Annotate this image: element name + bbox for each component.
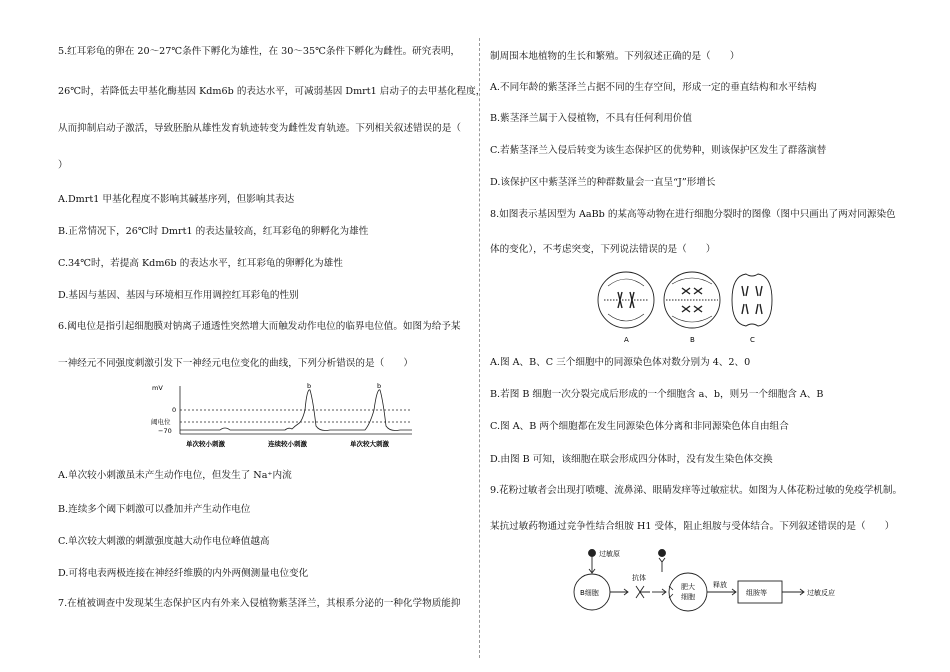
threshold-label: 阈电位	[151, 418, 171, 426]
axis-unit: mV	[152, 384, 163, 392]
mast-label-1: 肥大	[681, 583, 695, 591]
allergen-label: 过敏原	[599, 550, 620, 558]
peak-label-2: b	[377, 382, 382, 390]
q6-stem-line-1: 6.阈电位是指引起细胞膜对钠离子通透性突然增大而触发动作电位的临界电位值。如图为给予某	[58, 321, 461, 332]
cell-b	[664, 272, 720, 328]
q8-option-a: A.图 A、B、C 三个细胞中的同源染色体对数分别为 4、2、0	[490, 357, 751, 368]
allergen-icon-2	[659, 550, 666, 557]
q9-stem-line-1: 9.花粉过敏者会出现打喷嚏、流鼻涕、眼睛发痒等过敏症状。如图为人体花粉过敏的免疫学机制。	[490, 485, 903, 496]
cell-b-label: B	[690, 336, 695, 344]
cell-c-label: C	[750, 336, 755, 344]
q9-allergy-mechanism-figure	[566, 540, 866, 616]
q8-option-b: B.若图 B 细胞一次分裂完成后形成的一个细胞含 a、b，则另一个细胞含 A、B	[490, 389, 824, 400]
label-repeated-small: 连续较小刺激	[268, 440, 307, 448]
q8-stem-line-2: 体的变化），不考虑突变，下列说法错误的是（ ）	[490, 244, 716, 255]
label-single-small: 单次较小刺激	[186, 440, 225, 448]
q7-option-d: D.该保护区中紫茎泽兰的种群数量会一直呈“J”形增长	[490, 177, 716, 188]
column-divider	[479, 38, 480, 658]
allergen-icon	[589, 550, 596, 557]
q8-option-d: D.由图 B 可知，该细胞在联会形成四分体时，没有发生染色体交换	[490, 454, 773, 465]
q5-stem-line-4: ）	[58, 160, 68, 171]
q6-option-a: A.单次较小刺激虽未产生动作电位，但发生了 Na⁺内流	[58, 470, 292, 481]
q8-stem-line-1: 8.如图表示基因型为 AaBb 的某高等动物在进行细胞分裂时的图像（图中只画出了两对同源染色	[490, 209, 896, 220]
q9-stem-line-2: 某抗过敏药物通过竞争性结合组胺 H1 受体，阻止组胺与受体结合。下列叙述错误的是（ ）	[490, 521, 895, 532]
q8-option-c: C.图 A、B 两个细胞都在发生同源染色体分离和非同源染色体自由组合	[490, 421, 789, 432]
release-label: 释放	[713, 581, 727, 589]
mast-label-2: 细胞	[681, 593, 695, 601]
q7-option-c: C.若紫茎泽兰入侵后转变为该生态保护区的优势种，则该保护区发生了群落演替	[490, 145, 827, 156]
antibody-icon	[636, 586, 650, 598]
antibody-label: 抗体	[632, 574, 646, 582]
q7-option-a: A.不同年龄的紫茎泽兰占据不同的生存空间，形成一定的垂直结构和水平结构	[490, 82, 817, 93]
cell-a	[598, 272, 654, 328]
q5-option-a: A.Dmrt1 甲基化程度不影响其碱基序列，但影响其表达	[58, 194, 295, 205]
q7-option-b: B.紫茎泽兰属于入侵植物，不具有任何利用价值	[490, 113, 692, 124]
q5-option-d: D.基因与基因、基因与环境相互作用调控红耳彩龟的性别	[58, 290, 299, 301]
label-single-large: 单次较大刺激	[350, 440, 389, 448]
q6-option-b: B.连续多个阈下刺激可以叠加并产生动作电位	[58, 504, 251, 515]
zero-label: 0	[172, 406, 177, 414]
reaction-label: 过敏反应	[807, 589, 835, 597]
histamine-label: 组胺等	[746, 589, 767, 597]
cell-a-label: A	[624, 336, 629, 344]
q5-option-c: C.34℃时，若提高 Kdm6b 的表达水平，红耳彩龟的卵孵化为雄性	[58, 258, 343, 269]
mast-cell-circle	[669, 573, 707, 611]
q5-stem-line-3: 从而抑制启动子激活，导致胚胎从雄性发育轨迹转变为雌性发育轨迹。下列相关叙述错误的是（	[58, 123, 461, 134]
q8-cell-division-figure	[594, 266, 786, 346]
q6-option-d: D.可将电表两极连接在神经纤维膜的内外两侧测量电位变化	[58, 568, 309, 579]
q7-stem-line-2: 制周围本地植物的生长和繁殖。下列叙述正确的是（ ）	[490, 51, 740, 62]
q6-potential-figure	[150, 380, 420, 452]
q7-stem-line-1: 7.在植被调查中发现某生态保护区内有外来入侵植物紫茎泽兰，其根系分泌的一种化学物质能抑	[58, 598, 461, 609]
cell-c	[732, 274, 772, 326]
q5-option-b: B.正常情况下，26℃时 Dmrt1 的表达量较高，红耳彩龟的卵孵化为雄性	[58, 226, 369, 237]
trace-single-small	[180, 428, 260, 430]
bcell-label: B细胞	[580, 589, 599, 597]
peak-label-1: b	[307, 382, 312, 390]
rest-label: −70	[158, 427, 172, 435]
q6-stem-line-2: 一神经元不同强度刺激引发下一神经元电位变化的曲线，下列分析错误的是（ ）	[58, 358, 413, 369]
q5-stem-line-2: 26℃时，若降低去甲基化酶基因 Kdm6b 的表达水平，可减弱基因 Dmrt1 启动子的去甲基化程度，	[58, 86, 486, 97]
q5-stem-line-1: 5.红耳彩龟的卵在 20～27℃条件下孵化为雄性，在 30～35℃条件下孵化为雌性。研究表明，	[58, 46, 461, 57]
antibody-bound-icon	[659, 558, 665, 572]
q6-option-c: C.单次较大刺激的刺激强度越大动作电位峰值越高	[58, 536, 270, 547]
